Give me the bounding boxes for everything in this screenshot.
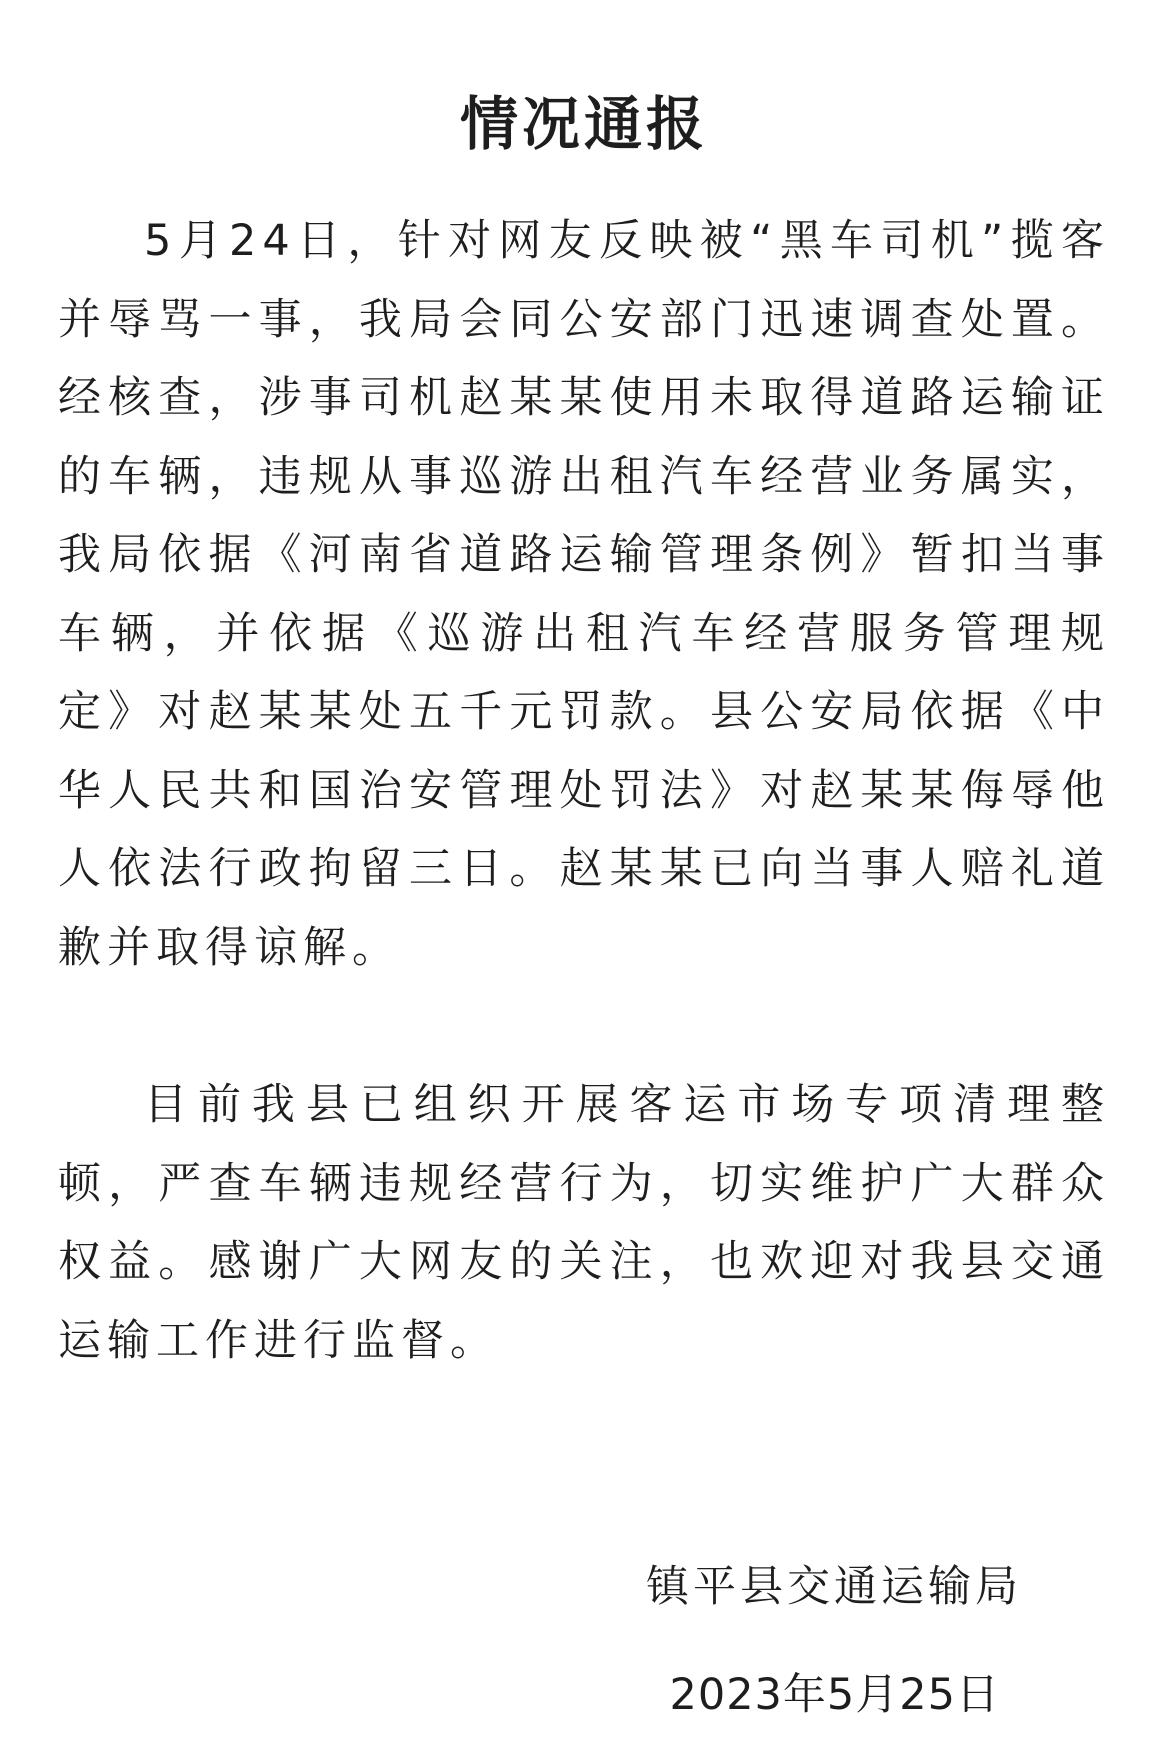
issue-date: 2023年5月25日 xyxy=(669,1670,1000,1720)
notice-title: 情况通报 xyxy=(459,89,708,158)
issuer-signature: 镇平县交通运输局 xyxy=(646,1562,1022,1612)
notice-paragraph-1: 5月24日，针对网友反映被“黑车司机”揽客并辱骂一事，我局会同公安部门迅速调查处置。经核查，涉事司机赵某某使用未取得道路运输证的车辆，违规从事巡游出租汽车经营业务属实，我局依据《河南省道路运输管理条例》暂扣当事车辆，并依据《巡游出租汽车经营服务管理规定》对赵某某处五千元罚款。县公安局依据《中华人民共和国治安管理处罚法》对赵某某侮辱他人依法行政拘留三日。赵某某已向当事人赔礼道歉并取得谅解。 xyxy=(58,216,1110,973)
notice-paragraph-2: 目前我县已组织开展客运市场专项清理整顿，严查车辆违规经营行为，切实维护广大群众权益。感谢广大网友的关注，也欢迎对我县交通运输工作进行监督。 xyxy=(58,1080,1110,1366)
